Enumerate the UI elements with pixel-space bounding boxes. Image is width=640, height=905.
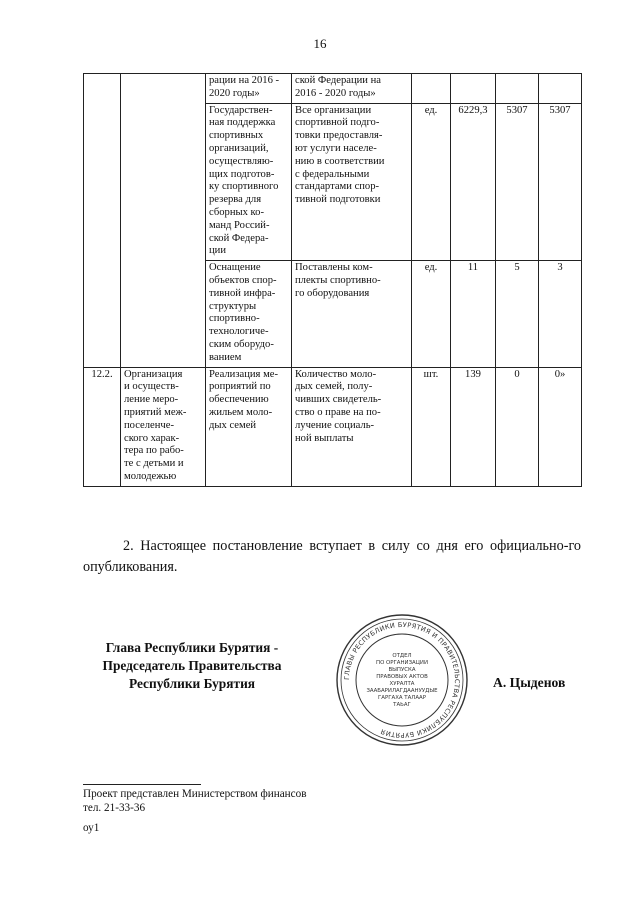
value-cell: 11 [451, 261, 496, 367]
unit-cell: шт. [412, 367, 451, 486]
value-cell [451, 74, 496, 104]
event-name: рации на 2016 - 2020 годы» [206, 74, 292, 104]
value-cell: 0» [539, 367, 582, 486]
effective-date-paragraph [83, 536, 581, 578]
seal-line: ХУРАЛТА [389, 681, 415, 687]
seal-ring-text: ГЛАВЫ РЕСПУБЛИКИ БУРЯТИЯ И ПРАВИТЕЛЬСТВА РЕСПУБЛИКИ БУРЯТИЯ [342, 620, 462, 740]
unit-cell: ед. [412, 261, 451, 367]
indicator-text: Количество моло- дых семей, полу- чивших свидетель- ство о праве на по- лучение социаль- ной выплаты [292, 367, 412, 486]
value-cell [496, 74, 539, 104]
unit-cell [412, 74, 451, 104]
seal-line: ПО ОРГАНИЗАЦИИ [376, 660, 428, 666]
document-code: оу1 [83, 822, 100, 834]
seal-line: ВЫПУСКА [388, 667, 416, 673]
indicator-text: Все организации спортивной подго- товки предоставля- ют услуги населе- нию в соответствии с федеральными стандартами спор- тивной подготовки [292, 103, 412, 261]
footnote: Проект представлен Министерством финансов тел. 21-33-36 [83, 788, 307, 814]
value-cell: 5307 [496, 103, 539, 261]
seal-line: ОТДЕЛ [392, 653, 412, 659]
value-cell [539, 74, 582, 104]
indicator-text: ской Федерации на 2016 - 2020 годы» [292, 74, 412, 104]
value-cell: 6229,3 [451, 103, 496, 261]
value-cell: 5307 [539, 103, 582, 261]
value-cell: 5 [496, 261, 539, 367]
official-seal-stamp [334, 612, 470, 748]
program-table [83, 73, 582, 487]
footnote-divider [83, 784, 201, 785]
seal-line: ТАЬАГ [393, 702, 411, 708]
event-name: Реализация ме- роприятий по обеспечению жильем моло- дых семей [206, 367, 292, 486]
activity-name: Организация и осуществ- ление меро- приятий меж- поселенче- ского харак- тера по рабо- те с детьми и молодежью [121, 367, 206, 486]
indicator-text: Поставлены ком- плекты спортивно- го оборудования [292, 261, 412, 367]
signer-name: А. Цыденов [493, 675, 566, 690]
row-number [84, 74, 121, 368]
seal-line: ЗААБАРИЛАГДААНУУДЫЕ [366, 688, 438, 694]
page-number: 16 [313, 36, 327, 51]
value-cell: 139 [451, 367, 496, 486]
value-cell: 0 [496, 367, 539, 486]
seal-line: ГАРГАХА ТАЛААР [378, 695, 426, 701]
event-name: Оснащение объектов спор- тивной инфра- структуры спортивно- технологиче- ским оборудо- ванием [206, 261, 292, 367]
paragraph-text: 2. Настоящее постановление вступает в силу со дня его официально-го опубликования. [83, 538, 581, 575]
activity-name [121, 74, 206, 368]
table-row [84, 367, 582, 486]
signer-title: Глава Республики Бурятия - Председатель Правительства Республики Бурятия [102, 640, 282, 691]
unit-cell: ед. [412, 103, 451, 261]
row-number: 12.2. [84, 367, 121, 486]
table-row [84, 74, 582, 104]
value-cell: 3 [539, 261, 582, 367]
event-name: Государствен- ная поддержка спортивных организаций, осуществляю- щих подготов- ку спортивного резерва для сборных ко- манд Россий- ской Федера- ции [206, 103, 292, 261]
seal-line: ПРАВОВЫХ АКТОВ [376, 674, 428, 680]
